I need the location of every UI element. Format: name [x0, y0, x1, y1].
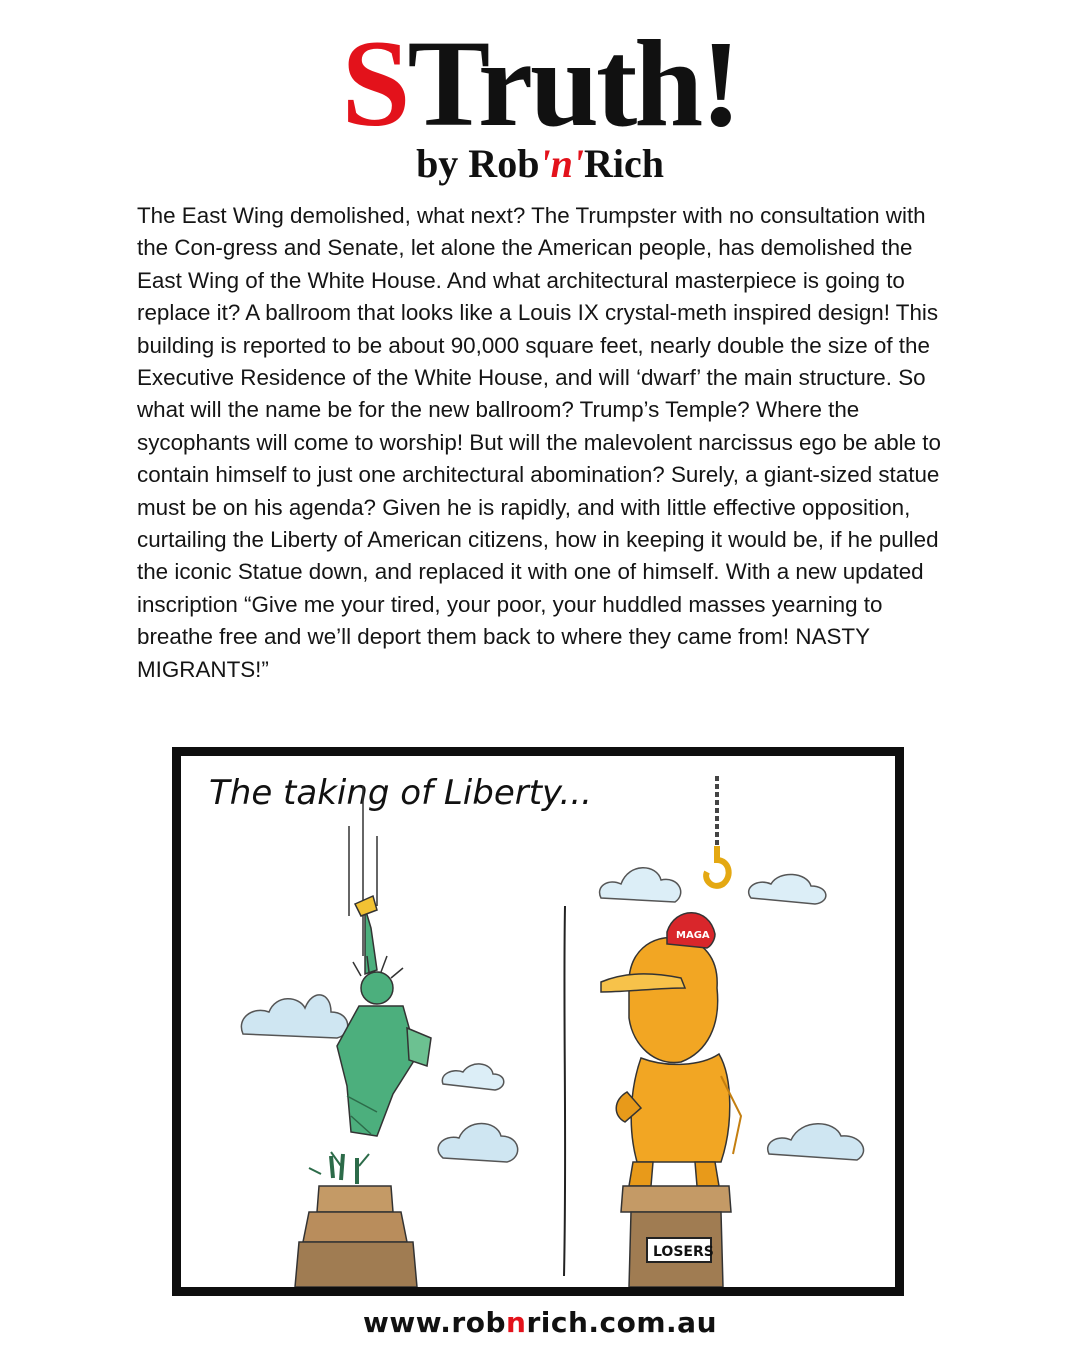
new-pedestal — [621, 1186, 731, 1287]
cloud-left-1 — [241, 995, 347, 1038]
cartoon-caption: The taking of Liberty... — [209, 773, 592, 813]
byline — [0, 142, 1080, 186]
golden-statue — [601, 913, 741, 1186]
cloud-right-2 — [749, 874, 826, 904]
byline-prefix: by Rob — [416, 141, 540, 186]
url-suffix: rich.com.au — [526, 1306, 718, 1339]
logo — [0, 15, 1080, 152]
cloud-left-3 — [438, 1124, 518, 1163]
article-text: The East Wing demolished, what next? The Trumpster with no consultation with the Con-gress and Senate, let alone the American people, has demolished the East Wing of the White House. And what architectural masterpiece is going to replace it? A ballroom that looks like a Louis IX crystal-meth inspired design! This building is reported to be about 90,000 square feet, nearly double the size of the Executive Residence of the White House, and will ‘dwarf’ the main structure. So what will the name be for the new ballroom? Trump’s Temple? Where the sycophants will come to worship! But will the malevolent narcissus ego be able to contain himself to just one architectural abomination? Surely, a giant-sized statue must be on his agenda? Given he is rapidly, and with little effective opposition, curtailing the Liberty of American citizens, how in keeping it would be, if he pulled the iconic Statue down, and replaced it with one of himself. With a new updated inscription “Give me your tired, your poor, your huddled masses yearning to breathe free and we’ll deport them back to where they came from! NASTY MIGRANTS!” — [137, 203, 941, 682]
cartoon-panel — [172, 747, 904, 1296]
byline-suffix: Rich — [583, 141, 664, 186]
cloud-left-2 — [442, 1064, 503, 1090]
url-prefix: www.rob — [362, 1306, 507, 1339]
panel-divider — [564, 906, 565, 1276]
logo-letter-s: S — [341, 15, 408, 152]
byline-middle: 'n' — [539, 141, 584, 186]
logo-word-truth: Truth! — [407, 15, 739, 152]
old-pedestal — [295, 1152, 417, 1287]
crane-hook — [706, 776, 729, 886]
statue-of-liberty — [337, 896, 431, 1136]
masthead — [0, 15, 1080, 186]
website-url[interactable] — [0, 1306, 1080, 1339]
cloud-right-1 — [600, 868, 681, 902]
cloud-right-3 — [768, 1124, 864, 1160]
plaque-text: LOSERS — [653, 1244, 714, 1260]
cartoon-illustration — [181, 756, 895, 1287]
hat-label: MAGA — [676, 930, 710, 941]
url-middle: n — [506, 1306, 527, 1339]
